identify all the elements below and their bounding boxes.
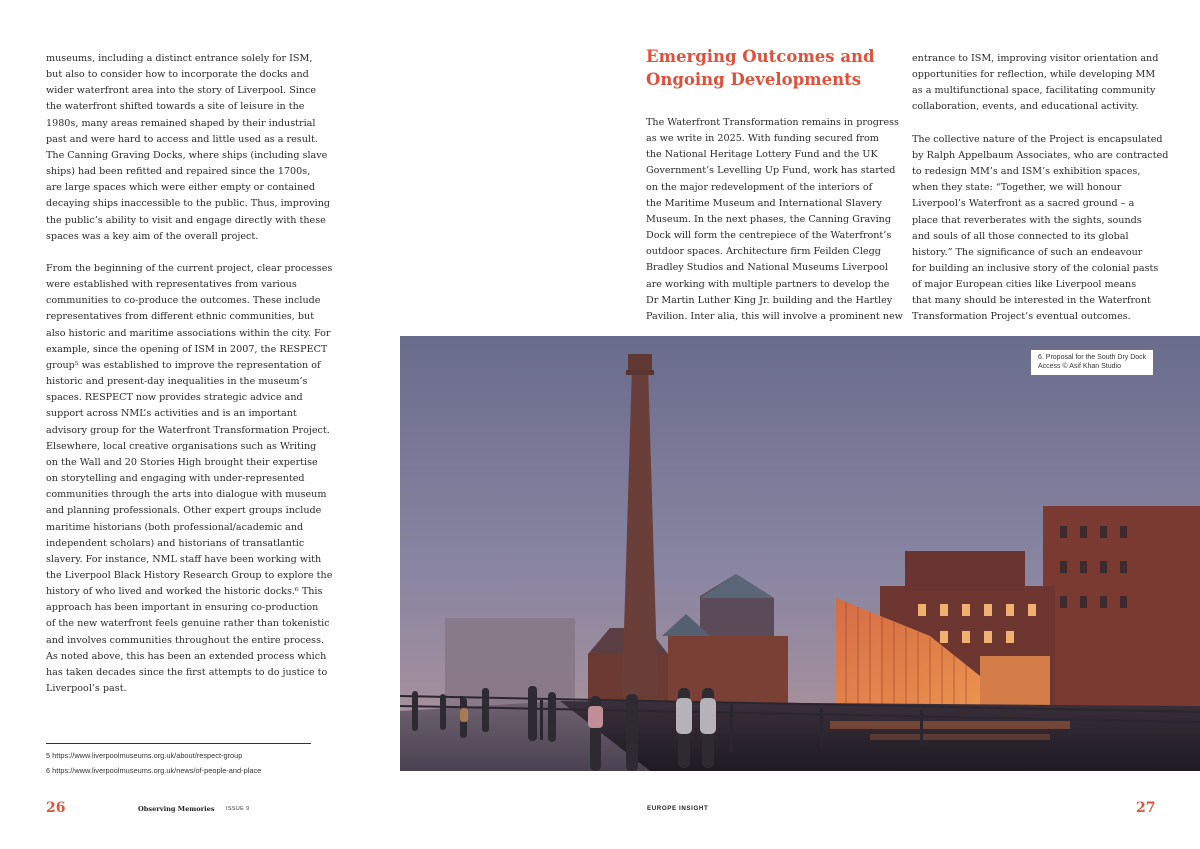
- text-line: communities to co-produce the outcomes. These include: [46, 295, 321, 307]
- text-line: Pavilion. Inter alia, this will involve a prominent new: [646, 310, 903, 322]
- text-line: by Ralph Appelbaum Associates, who are contracted: [912, 149, 1169, 161]
- section-heading-line-2: Ongoing Developments: [646, 70, 862, 89]
- text-line: past and were hard to access and little used as a result.: [46, 133, 318, 145]
- text-line: 1980s, many areas remained shaped by their industrial: [46, 117, 316, 129]
- left-paragraph-2: [46, 261, 333, 697]
- footnote-5: 5 https://www.liverpoolmuseums.org.uk/about/respect-group: [46, 751, 243, 760]
- text-line: outdoor spaces. Architecture firm Feilden Clegg: [646, 246, 881, 258]
- text-line: example, since the opening of ISM in 2007, the RESPECT: [46, 343, 328, 355]
- text-line: that many should be interested in the Waterfront: [912, 295, 1151, 307]
- text-line: on the Wall and 20 Stories High brought their expertise: [46, 456, 318, 468]
- left-column: [46, 51, 333, 713]
- text-line: and planning professionals. Other expert groups include: [46, 505, 322, 517]
- text-line: for building an inclusive story of the colonial pasts: [912, 263, 1159, 275]
- footnote-6: 6 https://www.liverpoolmuseums.org.uk/news/of-people-and-place: [46, 766, 262, 775]
- text-line: but also to consider how to incorporate the docks and: [46, 69, 309, 81]
- text-line: when they state: “Together, we will honour: [912, 182, 1122, 194]
- text-line: are large spaces which were either empty or contained: [46, 182, 316, 194]
- text-line: Museum. In the next phases, the Canning Graving: [646, 213, 891, 225]
- text-line: also historic and maritime associations within the city. For: [46, 327, 331, 339]
- text-line: has taken decades since the first attempts to do justice to: [46, 666, 328, 678]
- footnotes: [46, 748, 346, 778]
- caption-line-1: 6. Proposal for the South Dry Dock: [1038, 354, 1147, 361]
- text-line: ships) had been refitted and repaired since the 1700s,: [46, 166, 311, 178]
- text-line: maritime historians (both professional/academic and: [46, 521, 304, 533]
- left-paragraph-1: [46, 51, 331, 245]
- text-line: and souls of all those connected to its global: [912, 230, 1129, 242]
- waterfront-rendering-photo: [400, 336, 1200, 771]
- text-line: Dr Martin Luther King Jr. building and the Hartley: [646, 294, 893, 306]
- text-line: Government’s Levelling Up Fund, work has started: [646, 165, 896, 177]
- photo-caption: [1031, 350, 1153, 375]
- text-line: museums, including a distinct entrance solely for ISM,: [46, 53, 313, 64]
- text-line: on storytelling and engaging with under-represented: [46, 473, 305, 485]
- text-line: as we write in 2025. With funding secured from: [646, 133, 879, 145]
- text-line: As noted above, this has been an extended process which: [46, 650, 327, 662]
- section-heading-line-1: Emerging Outcomes and: [646, 47, 875, 66]
- page-number-right: 27: [1136, 800, 1156, 816]
- text-line: and involves communities throughout the entire process.: [46, 634, 325, 646]
- text-line: as a multifunctional space, facilitating community: [912, 85, 1156, 97]
- middle-paragraph: [646, 115, 903, 325]
- text-line: spaces was a key aim of the overall project.: [46, 230, 259, 242]
- text-line: Liverpool’s Waterfront as a sacred ground – a: [912, 198, 1135, 210]
- text-line: The Canning Graving Docks, where ships (including slave: [46, 149, 328, 161]
- text-line: the public’s ability to visit and engage directly with these: [46, 214, 326, 226]
- right-column: [912, 51, 1169, 342]
- page-number-left: 26: [46, 800, 66, 816]
- text-line: were established with representatives from various: [46, 279, 297, 291]
- text-line: the Liverpool Black History Research Group to explore the: [46, 569, 333, 581]
- text-line: Liverpool’s past.: [46, 683, 127, 695]
- text-line: are working with multiple partners to develop the: [646, 278, 890, 290]
- text-line: The collective nature of the Project is encapsulated: [912, 133, 1163, 145]
- text-line: communities through the arts into dialogue with museum: [46, 489, 327, 501]
- text-line: place that reverberates with the sights, sounds: [912, 214, 1142, 226]
- text-line: advisory group for the Waterfront Transformation Project.: [46, 424, 330, 436]
- text-line: decaying ships inaccessible to the public. Thus, improving: [46, 198, 331, 210]
- text-line: opportunities for reflection, while developing MM: [912, 69, 1156, 81]
- right-paragraph-1: [912, 51, 1158, 116]
- text-line: Dock will form the centrepiece of the Waterfront’s: [646, 230, 892, 242]
- text-line: of the new waterfront feels genuine rather than tokenistic: [46, 618, 330, 630]
- issue-label: ISSUE 9: [226, 806, 250, 812]
- text-line: of major European cities like Liverpool means: [912, 279, 1137, 291]
- text-line: historic and present-day inequalities in the museum’s: [46, 376, 308, 388]
- text-line: support across NML’s activities and is an important: [46, 408, 297, 420]
- text-line: the National Heritage Lottery Fund and the UK: [646, 149, 878, 161]
- text-line: history of who lived and worked the historic docks.⁶ This: [46, 586, 323, 598]
- publication-title: Observing Memories: [138, 805, 215, 813]
- text-line: history.” The significance of such an endeavour: [912, 246, 1143, 258]
- text-line: on the major redevelopment of the interiors of: [646, 181, 873, 193]
- text-line: Elsewhere, local creative organisations such as Writing: [46, 440, 317, 452]
- text-line: the Maritime Museum and International Slavery: [646, 197, 882, 209]
- text-line: representatives from different ethnic communities, but: [46, 311, 315, 323]
- text-line: The Waterfront Transformation remains in progress: [646, 117, 899, 128]
- text-line: the waterfront shifted towards a site of leisure in the: [46, 101, 305, 113]
- text-line: From the beginning of the current project, clear processes: [46, 263, 333, 275]
- right-paragraph-2: [912, 132, 1169, 326]
- text-line: spaces. RESPECT now provides strategic advice and: [46, 392, 303, 404]
- text-line: approach has been important in ensuring co-production: [46, 602, 319, 614]
- text-line: entrance to ISM, improving visitor orientation and: [912, 53, 1159, 64]
- footnote-divider: [46, 743, 311, 744]
- text-line: Bradley Studios and National Museums Liverpool: [646, 262, 888, 274]
- text-line: collaboration, events, and educational activity.: [912, 101, 1139, 113]
- text-line: group⁵ was established to improve the representation of: [46, 359, 321, 371]
- text-line: wider waterfront area into the story of Liverpool. Since: [46, 85, 317, 97]
- text-line: independent scholars) and historians of transatlantic: [46, 537, 305, 549]
- text-line: Transformation Project’s eventual outcomes.: [912, 311, 1131, 323]
- caption-line-2: Access © Asif Khan Studio: [1038, 362, 1121, 370]
- section-label: EUROPE INSIGHT: [647, 805, 709, 812]
- middle-column: [646, 115, 903, 341]
- text-line: to redesign MM’s and ISM’s exhibition spaces,: [912, 166, 1141, 178]
- text-line: slavery. For instance, NML staff have been working with: [46, 553, 322, 565]
- section-heading: [646, 45, 906, 91]
